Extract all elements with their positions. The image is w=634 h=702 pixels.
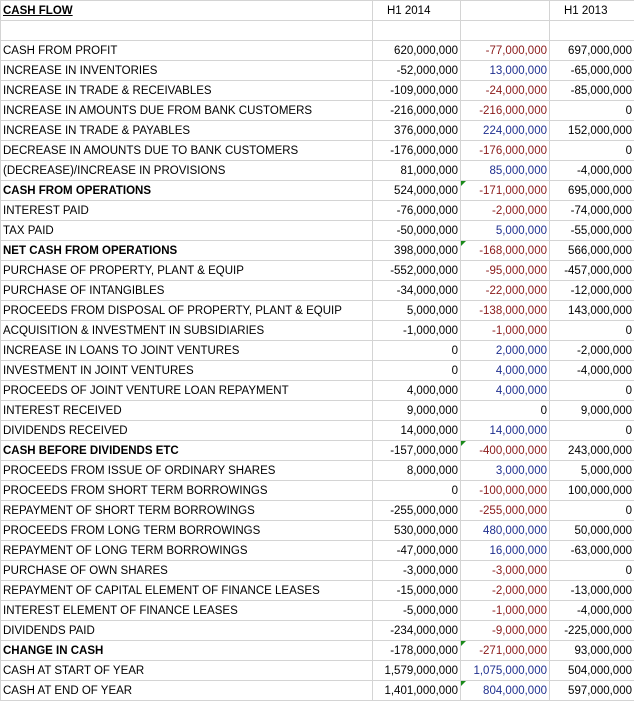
row-label[interactable]: CASH FROM OPERATIONS [1, 181, 373, 201]
value-h1-2014[interactable]: -552,000,000 [373, 261, 461, 281]
row-label[interactable]: NET CASH FROM OPERATIONS [1, 241, 373, 261]
value-difference[interactable]: 2,000,000 [461, 341, 550, 361]
value-h1-2014[interactable]: 620,000,000 [373, 41, 461, 61]
value-difference[interactable]: -271,000,000 [461, 641, 550, 661]
value-h1-2013[interactable]: 9,000,000 [550, 401, 634, 421]
value-difference[interactable]: 480,000,000 [461, 521, 550, 541]
value-h1-2014[interactable]: 0 [373, 481, 461, 501]
row-label[interactable]: TAX PAID [1, 221, 373, 241]
value-h1-2013[interactable]: 0 [550, 381, 634, 401]
value-h1-2014[interactable]: 8,000,000 [373, 461, 461, 481]
value-difference[interactable]: -24,000,000 [461, 81, 550, 101]
value-difference[interactable]: 5,000,000 [461, 221, 550, 241]
table-row [1, 161, 634, 181]
table-row [1, 381, 634, 401]
table-row [1, 541, 634, 561]
value-h1-2013[interactable]: -55,000,000 [550, 221, 634, 241]
value-h1-2014[interactable]: -109,000,000 [373, 81, 461, 101]
value-h1-2013[interactable]: -4,000,000 [550, 361, 634, 381]
table-row [1, 81, 634, 101]
value-difference[interactable]: -95,000,000 [461, 261, 550, 281]
value-h1-2013[interactable]: 5,000,000 [550, 461, 634, 481]
value-h1-2014[interactable]: 0 [373, 341, 461, 361]
value-difference[interactable]: -22,000,000 [461, 281, 550, 301]
empty-cell[interactable] [1, 21, 373, 41]
value-difference[interactable]: 224,000,000 [461, 121, 550, 141]
row-label[interactable]: CHANGE IN CASH [1, 641, 373, 661]
value-h1-2013[interactable]: 143,000,000 [550, 301, 634, 321]
value-h1-2014[interactable]: 524,000,000 [373, 181, 461, 201]
value-difference[interactable]: -255,000,000 [461, 501, 550, 521]
value-h1-2013[interactable]: -457,000,000 [550, 261, 634, 281]
table-row [1, 261, 634, 281]
table-row [1, 141, 634, 161]
table-row [1, 301, 634, 321]
empty-cell[interactable] [550, 21, 634, 41]
value-difference[interactable]: -1,000,000 [461, 601, 550, 621]
row-label[interactable]: INTEREST PAID [1, 201, 373, 221]
value-h1-2013[interactable]: 695,000,000 [550, 181, 634, 201]
value-h1-2014[interactable]: 9,000,000 [373, 401, 461, 421]
row-label[interactable]: REPAYMENT OF LONG TERM BORROWINGS [1, 541, 373, 561]
value-h1-2013[interactable]: -74,000,000 [550, 201, 634, 221]
table-row [1, 121, 634, 141]
value-h1-2013[interactable]: 566,000,000 [550, 241, 634, 261]
value-h1-2013[interactable]: 0 [550, 141, 634, 161]
value-h1-2013[interactable]: -4,000,000 [550, 601, 634, 621]
value-h1-2014[interactable]: -176,000,000 [373, 141, 461, 161]
row-label[interactable]: INVESTMENT IN JOINT VENTURES [1, 361, 373, 381]
value-h1-2014[interactable]: -47,000,000 [373, 541, 461, 561]
value-h1-2013[interactable]: 0 [550, 501, 634, 521]
value-h1-2014[interactable]: -1,000,000 [373, 321, 461, 341]
table-row [1, 181, 634, 201]
row-label[interactable]: INCREASE IN TRADE & RECEIVABLES [1, 81, 373, 101]
table-row [1, 321, 634, 341]
value-h1-2013[interactable]: -225,000,000 [550, 621, 634, 641]
value-difference[interactable]: -2,000,000 [461, 201, 550, 221]
value-h1-2013[interactable]: 0 [550, 101, 634, 121]
value-h1-2014[interactable]: -15,000,000 [373, 581, 461, 601]
value-difference[interactable]: 14,000,000 [461, 421, 550, 441]
value-h1-2014[interactable]: -34,000,000 [373, 281, 461, 301]
row-label[interactable]: REPAYMENT OF SHORT TERM BORROWINGS [1, 501, 373, 521]
value-h1-2014[interactable]: 81,000,000 [373, 161, 461, 181]
value-difference[interactable]: -1,000,000 [461, 321, 550, 341]
table-row [1, 281, 634, 301]
value-difference[interactable]: -9,000,000 [461, 621, 550, 641]
value-h1-2014[interactable]: -255,000,000 [373, 501, 461, 521]
row-label[interactable]: ACQUISITION & INVESTMENT IN SUBSIDIARIES [1, 321, 373, 341]
value-h1-2013[interactable]: 93,000,000 [550, 641, 634, 661]
table-row [1, 581, 634, 601]
row-label[interactable]: PROCEEDS FROM ISSUE OF ORDINARY SHARES [1, 461, 373, 481]
value-difference[interactable]: 0 [461, 401, 550, 421]
value-difference[interactable]: -3,000,000 [461, 561, 550, 581]
value-h1-2014[interactable]: -178,000,000 [373, 641, 461, 661]
row-label[interactable]: CASH AT START OF YEAR [1, 661, 373, 681]
sheet-title[interactable]: CASH FLOW [1, 1, 373, 21]
table-row [1, 501, 634, 521]
row-label[interactable]: PROCEEDS FROM DISPOSAL OF PROPERTY, PLANT & EQUIP [1, 301, 373, 321]
table-row [1, 61, 634, 81]
value-h1-2014[interactable]: 0 [373, 361, 461, 381]
value-h1-2014[interactable]: -157,000,000 [373, 441, 461, 461]
table-row [1, 521, 634, 541]
value-h1-2013[interactable]: 0 [550, 561, 634, 581]
row-label[interactable]: INCREASE IN AMOUNTS DUE FROM BANK CUSTOMERS [1, 101, 373, 121]
value-h1-2014[interactable]: 4,000,000 [373, 381, 461, 401]
row-label[interactable]: DIVIDENDS RECEIVED [1, 421, 373, 441]
table-row [1, 621, 634, 641]
row-label[interactable]: INCREASE IN INVENTORIES [1, 61, 373, 81]
table-row [1, 41, 634, 61]
table-row [1, 241, 634, 261]
column-header-h1-2013[interactable]: H1 2013 [550, 1, 634, 21]
value-h1-2013[interactable]: 697,000,000 [550, 41, 634, 61]
value-h1-2014[interactable]: 1,401,000,000 [373, 681, 461, 701]
value-difference[interactable]: -138,000,000 [461, 301, 550, 321]
row-label[interactable]: INTEREST ELEMENT OF FINANCE LEASES [1, 601, 373, 621]
row-label[interactable]: PROCEEDS FROM LONG TERM BORROWINGS [1, 521, 373, 541]
value-h1-2014[interactable]: -216,000,000 [373, 101, 461, 121]
value-h1-2014[interactable]: 398,000,000 [373, 241, 461, 261]
value-h1-2014[interactable]: 376,000,000 [373, 121, 461, 141]
row-label[interactable]: INCREASE IN TRADE & PAYABLES [1, 121, 373, 141]
table-row [1, 341, 634, 361]
value-h1-2013[interactable]: 100,000,000 [550, 481, 634, 501]
row-label[interactable]: PURCHASE OF INTANGIBLES [1, 281, 373, 301]
table-row [1, 441, 634, 461]
value-difference[interactable]: 13,000,000 [461, 61, 550, 81]
value-h1-2013[interactable]: 0 [550, 321, 634, 341]
sheet-body [1, 1, 634, 701]
value-difference[interactable]: -2,000,000 [461, 581, 550, 601]
value-h1-2013[interactable]: -4,000,000 [550, 161, 634, 181]
value-h1-2014[interactable]: 530,000,000 [373, 521, 461, 541]
value-h1-2013[interactable]: 50,000,000 [550, 521, 634, 541]
table-row [1, 101, 634, 121]
blank-row [1, 21, 634, 41]
table-row [1, 561, 634, 581]
table-row [1, 461, 634, 481]
table-row [1, 641, 634, 661]
value-difference[interactable]: -100,000,000 [461, 481, 550, 501]
row-label[interactable]: (DECREASE)/INCREASE IN PROVISIONS [1, 161, 373, 181]
value-h1-2014[interactable]: -52,000,000 [373, 61, 461, 81]
value-h1-2013[interactable]: -13,000,000 [550, 581, 634, 601]
header-row [1, 1, 634, 21]
value-h1-2014[interactable]: 1,579,000,000 [373, 661, 461, 681]
table-row [1, 661, 634, 681]
empty-cell[interactable] [373, 21, 461, 41]
value-h1-2013[interactable]: 597,000,000 [550, 681, 634, 701]
value-difference[interactable]: -77,000,000 [461, 41, 550, 61]
row-label[interactable]: CASH AT END OF YEAR [1, 681, 373, 701]
row-label[interactable]: DECREASE IN AMOUNTS DUE TO BANK CUSTOMERS [1, 141, 373, 161]
row-label[interactable]: DIVIDENDS PAID [1, 621, 373, 641]
row-label[interactable]: PROCEEDS OF JOINT VENTURE LOAN REPAYMENT [1, 381, 373, 401]
value-difference[interactable]: 4,000,000 [461, 381, 550, 401]
value-h1-2013[interactable]: -2,000,000 [550, 341, 634, 361]
value-difference[interactable]: -168,000,000 [461, 241, 550, 261]
value-h1-2014[interactable]: -234,000,000 [373, 621, 461, 641]
value-h1-2013[interactable]: -85,000,000 [550, 81, 634, 101]
value-h1-2013[interactable]: -12,000,000 [550, 281, 634, 301]
value-difference[interactable]: -171,000,000 [461, 181, 550, 201]
value-h1-2013[interactable]: 152,000,000 [550, 121, 634, 141]
value-h1-2014[interactable]: -76,000,000 [373, 201, 461, 221]
value-h1-2013[interactable]: 243,000,000 [550, 441, 634, 461]
table-row [1, 681, 634, 701]
value-h1-2013[interactable]: -63,000,000 [550, 541, 634, 561]
value-difference[interactable]: -400,000,000 [461, 441, 550, 461]
value-h1-2014[interactable]: -5,000,000 [373, 601, 461, 621]
table-row [1, 201, 634, 221]
value-difference[interactable]: -216,000,000 [461, 101, 550, 121]
table-row [1, 401, 634, 421]
empty-cell[interactable] [461, 21, 550, 41]
value-difference[interactable]: 16,000,000 [461, 541, 550, 561]
value-difference[interactable]: -176,000,000 [461, 141, 550, 161]
row-label[interactable]: REPAYMENT OF CAPITAL ELEMENT OF FINANCE LEASES [1, 581, 373, 601]
value-h1-2013[interactable]: 504,000,000 [550, 661, 634, 681]
value-h1-2014[interactable]: 14,000,000 [373, 421, 461, 441]
value-difference[interactable]: 804,000,000 [461, 681, 550, 701]
table-row [1, 361, 634, 381]
value-h1-2013[interactable]: -65,000,000 [550, 61, 634, 81]
table-row [1, 481, 634, 501]
row-label[interactable]: INTEREST RECEIVED [1, 401, 373, 421]
row-label[interactable]: PURCHASE OF OWN SHARES [1, 561, 373, 581]
row-label[interactable]: PROCEEDS FROM SHORT TERM BORROWINGS [1, 481, 373, 501]
value-difference[interactable]: 1,075,000,000 [461, 661, 550, 681]
value-h1-2013[interactable]: 0 [550, 421, 634, 441]
row-label[interactable]: PURCHASE OF PROPERTY, PLANT & EQUIP [1, 261, 373, 281]
table-row [1, 221, 634, 241]
table-row [1, 601, 634, 621]
value-difference[interactable]: 3,000,000 [461, 461, 550, 481]
row-label[interactable]: INCREASE IN LOANS TO JOINT VENTURES [1, 341, 373, 361]
value-h1-2014[interactable]: -3,000,000 [373, 561, 461, 581]
value-difference[interactable]: 4,000,000 [461, 361, 550, 381]
table-row [1, 421, 634, 441]
column-header-h1-2014[interactable]: H1 2014 [373, 1, 461, 21]
row-label[interactable]: CASH FROM PROFIT [1, 41, 373, 61]
value-h1-2014[interactable]: 5,000,000 [373, 301, 461, 321]
value-difference[interactable]: 85,000,000 [461, 161, 550, 181]
row-label[interactable]: CASH BEFORE DIVIDENDS ETC [1, 441, 373, 461]
value-h1-2014[interactable]: -50,000,000 [373, 221, 461, 241]
column-header-difference[interactable] [461, 1, 550, 21]
